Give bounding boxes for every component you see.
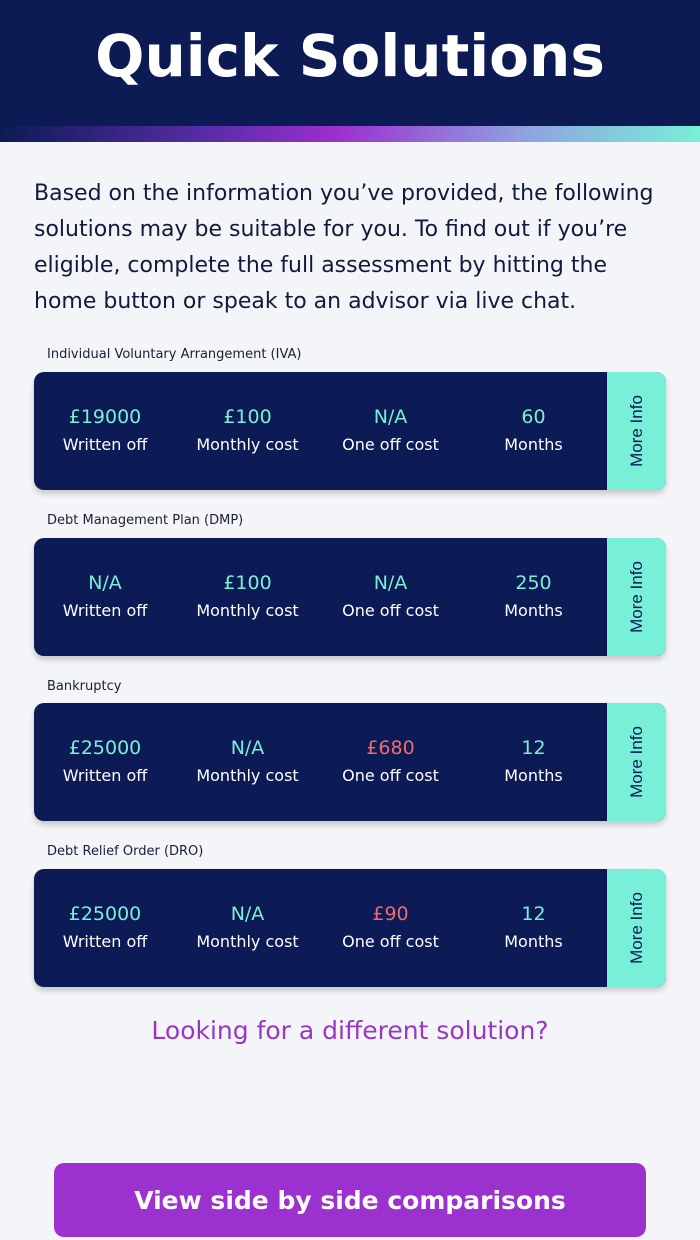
solution-name-dmp: Debt Management Plan (DMP) bbox=[47, 513, 244, 528]
more-info-button-iva[interactable] bbox=[607, 372, 666, 490]
stat-monthly-cost bbox=[176, 538, 319, 656]
intro-text: Based on the information you’ve provided, the following solutions may be suitable for you. To find out if you’re eligible, complete the full assessment by hitting the home button or speak to an advisor via live chat. bbox=[34, 181, 654, 314]
more-info-button-dmp[interactable] bbox=[607, 538, 666, 656]
stat-monthly-cost bbox=[176, 703, 319, 821]
solution-stats bbox=[34, 703, 607, 821]
stat-label: Monthly cost bbox=[196, 435, 299, 454]
stat-value: £90 bbox=[372, 903, 409, 925]
stat-value: N/A bbox=[88, 572, 122, 594]
stat-one-off-cost bbox=[319, 372, 462, 490]
stat-monthly-cost bbox=[176, 869, 319, 987]
stat-label: Months bbox=[504, 932, 563, 951]
stat-value: £25000 bbox=[68, 737, 142, 759]
more-info-button-dro[interactable] bbox=[607, 869, 666, 987]
stat-months bbox=[462, 703, 605, 821]
solution-stats bbox=[34, 372, 607, 490]
stat-label: Written off bbox=[62, 601, 148, 620]
stat-label: Monthly cost bbox=[196, 932, 299, 951]
different-solution-link[interactable]: Looking for a different solution? bbox=[151, 1016, 549, 1045]
stat-value: £100 bbox=[223, 572, 272, 594]
stat-value: 250 bbox=[515, 572, 552, 594]
stat-value: N/A bbox=[373, 572, 408, 594]
more-info-button-bankruptcy[interactable] bbox=[607, 703, 666, 821]
stat-one-off-cost bbox=[319, 538, 462, 656]
view-comparisons-button[interactable]: View side by side comparisons bbox=[54, 1163, 646, 1237]
stat-monthly-cost bbox=[176, 372, 319, 490]
stat-value: N/A bbox=[373, 406, 408, 428]
stat-value: £19000 bbox=[68, 406, 142, 428]
stat-label: Months bbox=[504, 601, 563, 620]
stat-months bbox=[462, 372, 605, 490]
more-info-label: More Info bbox=[626, 892, 646, 964]
stat-label: Monthly cost bbox=[196, 766, 299, 785]
stat-label: Monthly cost bbox=[196, 601, 299, 620]
stat-value: £680 bbox=[366, 737, 415, 759]
stat-value: N/A bbox=[230, 903, 265, 925]
solution-name-dro: Debt Relief Order (DRO) bbox=[47, 844, 204, 859]
stat-label: One off cost bbox=[342, 601, 439, 620]
stat-written-off bbox=[34, 372, 176, 490]
stat-label: One off cost bbox=[342, 932, 439, 951]
stat-value: 12 bbox=[521, 903, 546, 925]
solution-card-bankruptcy bbox=[34, 703, 666, 821]
stat-written-off bbox=[34, 538, 176, 656]
solution-card-dro bbox=[34, 869, 666, 987]
stat-value: 12 bbox=[521, 737, 546, 759]
stat-value: N/A bbox=[230, 737, 265, 759]
stat-value: £100 bbox=[223, 406, 272, 428]
stat-months bbox=[462, 869, 605, 987]
stat-label: One off cost bbox=[342, 766, 439, 785]
stat-one-off-cost bbox=[319, 869, 462, 987]
stat-months bbox=[462, 538, 605, 656]
header-banner bbox=[0, 0, 700, 126]
stat-one-off-cost bbox=[319, 703, 462, 821]
stat-label: One off cost bbox=[342, 435, 439, 454]
more-info-label: More Info bbox=[626, 561, 646, 633]
solution-card-iva bbox=[34, 372, 666, 490]
stat-written-off bbox=[34, 703, 176, 821]
solution-name-bankruptcy: Bankruptcy bbox=[47, 679, 122, 694]
solution-name-iva: Individual Voluntary Arrangement (IVA) bbox=[47, 347, 302, 362]
stat-value: £25000 bbox=[68, 903, 142, 925]
solution-stats bbox=[34, 869, 607, 987]
stat-value: 60 bbox=[521, 406, 546, 428]
solution-card-dmp bbox=[34, 538, 666, 656]
page-title: Quick Solutions bbox=[95, 22, 605, 90]
stat-label: Written off bbox=[62, 932, 148, 951]
more-info-label: More Info bbox=[626, 395, 646, 467]
stat-label: Months bbox=[504, 435, 563, 454]
stat-label: Written off bbox=[62, 435, 148, 454]
gradient-divider bbox=[0, 126, 700, 142]
stat-label: Months bbox=[504, 766, 563, 785]
solution-stats bbox=[34, 538, 607, 656]
stat-label: Written off bbox=[62, 766, 148, 785]
more-info-label: More Info bbox=[626, 726, 646, 798]
stat-written-off bbox=[34, 869, 176, 987]
